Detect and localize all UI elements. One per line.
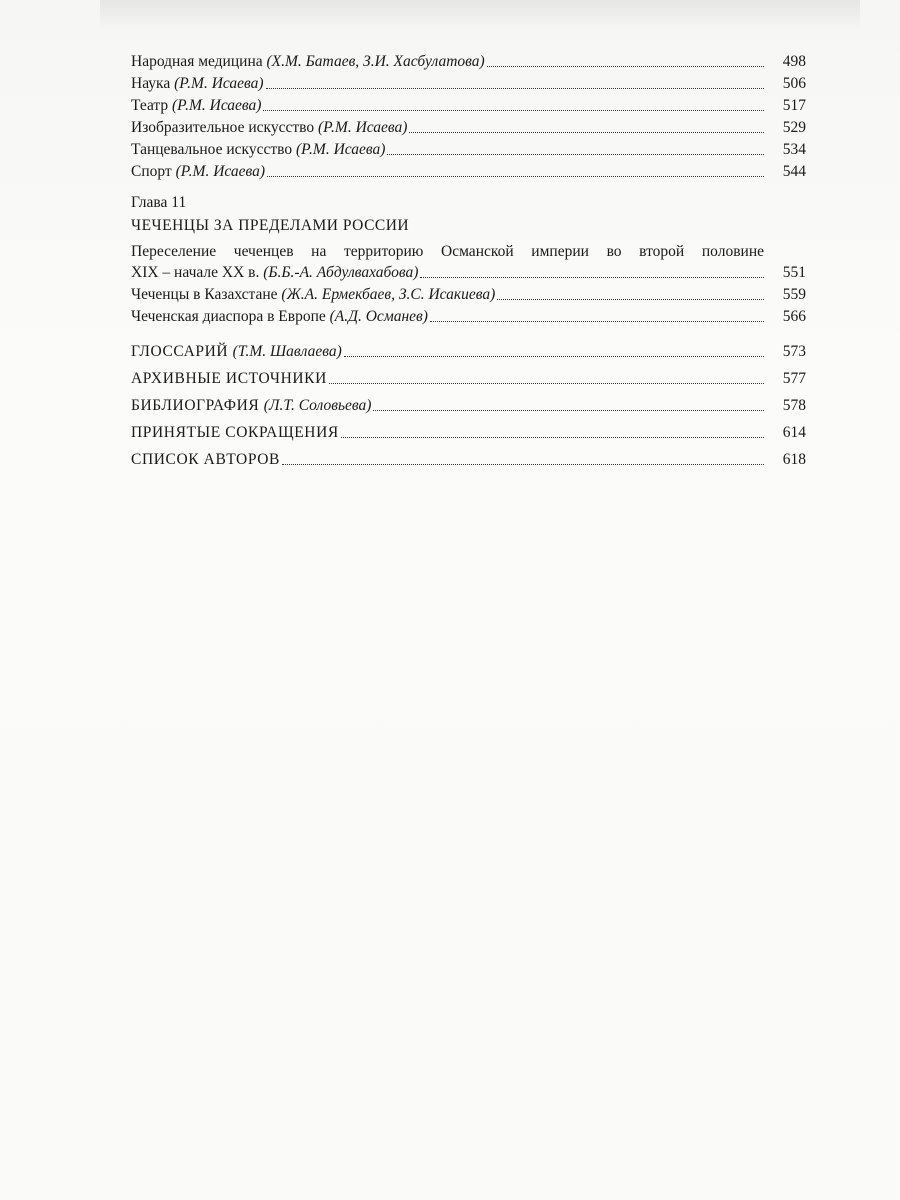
toc-entry	[131, 394, 806, 416]
chapter-label: Глава 11	[131, 194, 187, 211]
dot-leader	[497, 298, 764, 300]
entry-authors: (Х.М. Батаев, З.И. Хасбулатова)	[266, 53, 485, 70]
toc-entry	[131, 421, 806, 443]
entry-authors: (Р.М. Исаева)	[174, 75, 264, 92]
page-number: 498	[782, 53, 806, 70]
toc-entry	[131, 261, 806, 283]
entry-title: БИБЛИОГРАФИЯ	[131, 397, 264, 414]
entry-authors: (Т.М. Шавлаева)	[232, 343, 342, 360]
page-number: 559	[782, 286, 806, 303]
entry-title: Чеченцы в Казахстане	[131, 286, 282, 303]
page-number: 529	[782, 119, 806, 136]
toc-entry	[131, 94, 806, 116]
dot-leader	[373, 409, 764, 411]
dot-leader	[344, 355, 764, 357]
entry-authors: (А.Д. Османев)	[329, 308, 428, 325]
page-number: 573	[782, 343, 806, 360]
dot-leader	[387, 153, 764, 155]
dot-leader	[409, 131, 764, 133]
toc-entry	[131, 367, 806, 389]
page-number: 577	[782, 370, 806, 387]
entry-title: Чеченская диаспора в Европе	[131, 308, 330, 325]
entry-title: Танцевальное искусство	[131, 141, 296, 158]
toc-entry	[131, 340, 806, 362]
dot-leader	[329, 382, 764, 384]
entry-authors: (Р.М. Исаева)	[172, 97, 262, 114]
entry-authors: (Р.М. Исаева)	[317, 119, 408, 136]
toc-entry	[131, 283, 806, 305]
toc-entry	[131, 138, 806, 160]
page-number: 578	[782, 397, 806, 414]
toc-entry	[131, 116, 806, 138]
entry-title: Театр	[131, 97, 173, 114]
toc-entry	[131, 160, 806, 182]
page-number: 614	[782, 424, 806, 441]
entry-authors: (Р.М. Исаева)	[175, 163, 266, 180]
toc-entry	[131, 448, 806, 470]
dot-leader	[487, 65, 764, 67]
entry-authors: (Р.М. Исаева)	[295, 141, 386, 158]
entry-authors: (Б.Б.-А. Абдулвахабова)	[263, 264, 419, 281]
entry-title: СПИСОК АВТОРОВ	[131, 451, 280, 468]
page-number: 618	[782, 451, 806, 468]
chapter-title: ЧЕЧЕНЦЫ ЗА ПРЕДЕЛАМИ РОССИИ	[131, 217, 410, 234]
entry-title: Народная медицина	[131, 53, 267, 70]
entry-title: ГЛОССАРИЙ	[131, 343, 233, 360]
entry-title: Наука	[131, 75, 175, 92]
entry-authors: (Л.Т. Соловьева)	[263, 397, 372, 414]
dot-leader	[430, 320, 764, 322]
page-number: 544	[782, 163, 806, 180]
scan-shadow	[100, 0, 860, 30]
toc-entry	[131, 72, 806, 94]
entry-title: АРХИВНЫЕ ИСТОЧНИКИ	[131, 370, 327, 387]
dot-leader	[267, 175, 764, 177]
dot-leader	[341, 436, 764, 438]
toc-entry	[131, 50, 806, 72]
dot-leader	[420, 276, 764, 278]
page-number: 551	[782, 264, 806, 281]
entry-title: Спорт	[131, 163, 176, 180]
dot-leader	[263, 109, 764, 111]
entry-title: ПРИНЯТЫЕ СОКРАЩЕНИЯ	[131, 424, 339, 441]
page-number: 506	[782, 75, 806, 92]
entry-title-line1: Переселение чеченцев на территорию Османской империи во второй половине	[131, 243, 764, 260]
page-number: 517	[782, 97, 806, 114]
dot-leader	[266, 87, 764, 89]
dot-leader	[282, 463, 764, 465]
entry-authors: (Ж.А. Ермекбаев, З.С. Исакиева)	[281, 286, 496, 303]
page-number: 566	[782, 308, 806, 325]
toc-entry	[131, 305, 806, 327]
page-number: 534	[782, 141, 806, 158]
entry-title: Изобразительное искусство	[131, 119, 318, 136]
entry-title: XIX – начале XX в.	[131, 264, 264, 281]
